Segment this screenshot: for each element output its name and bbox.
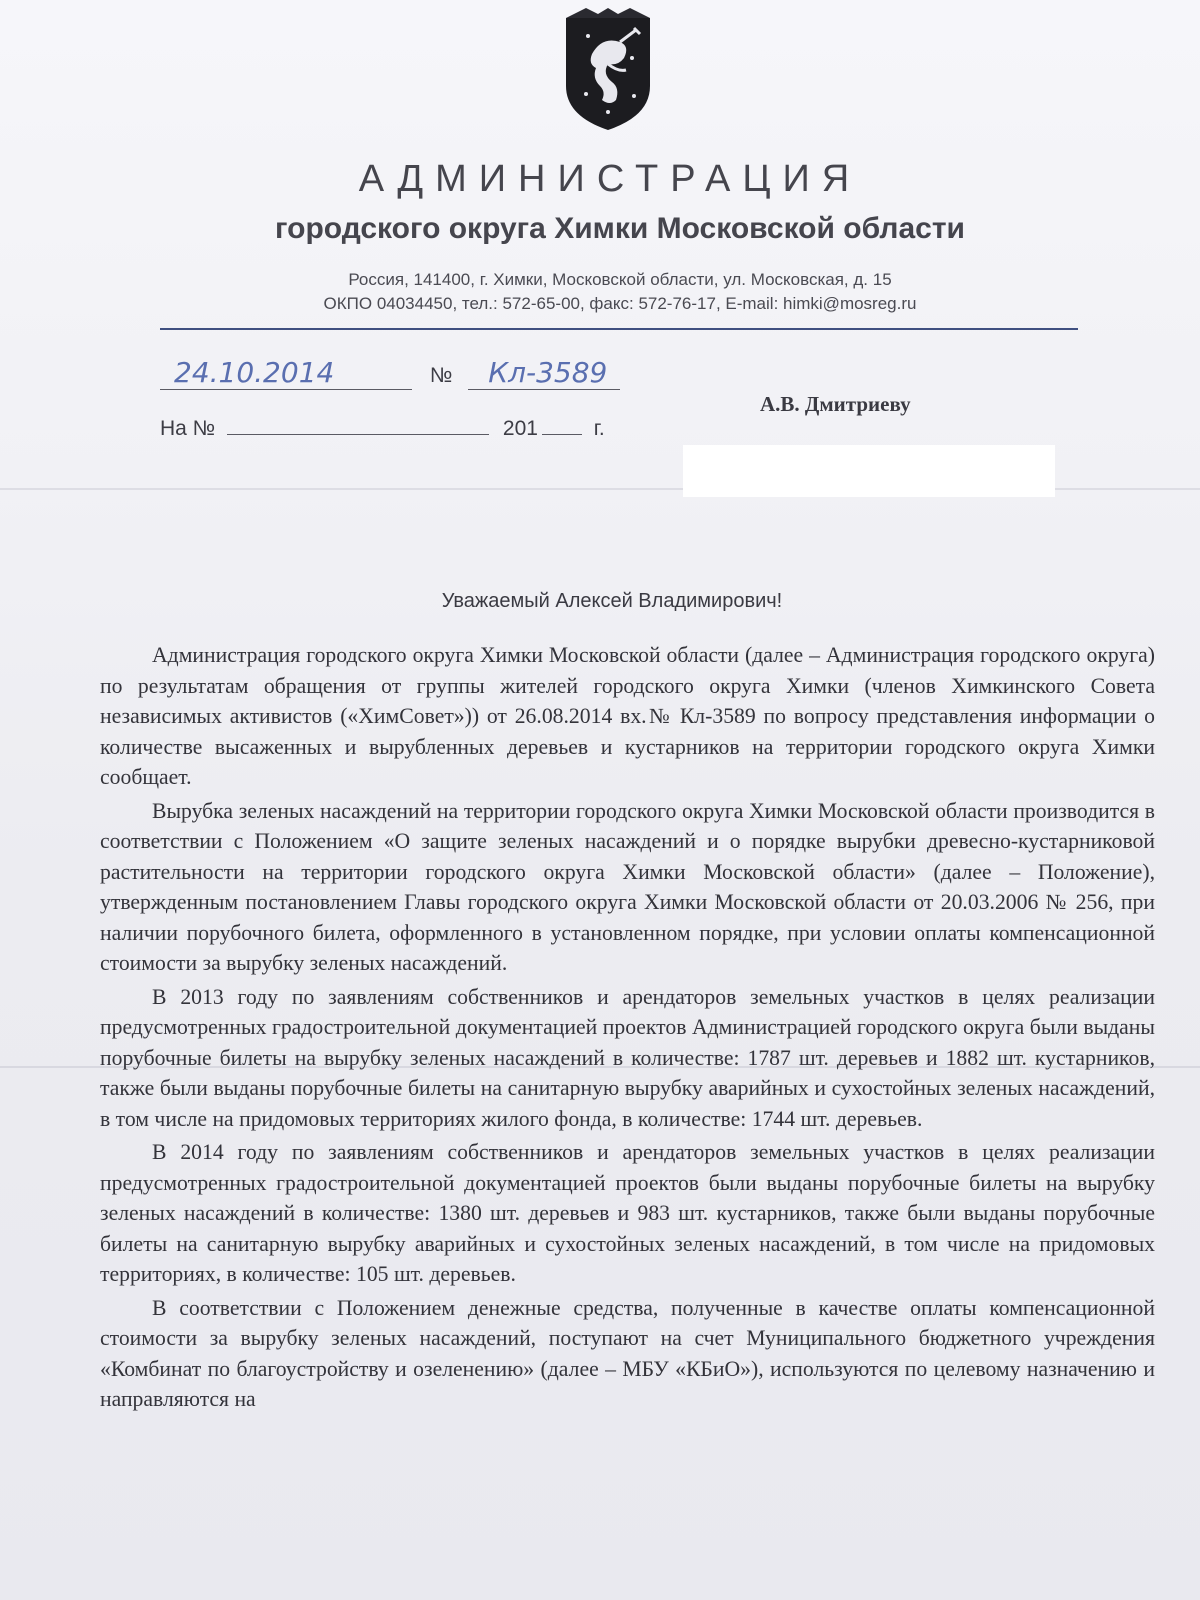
registration-number-label: № — [429, 364, 453, 387]
addressee-name: А.В. Дмитриеву — [760, 392, 911, 416]
reply-number-field — [227, 412, 489, 435]
reply-year-field — [542, 412, 582, 435]
reply-reference-row — [160, 412, 605, 441]
registration-number-field — [468, 356, 620, 390]
org-title: АДМИНИСТРАЦИЯ — [358, 158, 862, 200]
registration-number: Кл-3589 — [488, 356, 608, 389]
letter-body — [100, 640, 1155, 1418]
org-address: Россия, 141400, г. Химки, Московской области, ул. Московская, д. 15 — [348, 270, 892, 289]
registration-date-row — [160, 356, 620, 390]
body-paragraph: В 2013 году по заявлениям собственников и арендаторов земельных участков в целях реализации предусмотренных градостроительной документацией проектов Администрацией городского округа были выданы порубочные билеты на вырубку зеленых насаждений в количестве: 1787 шт. деревьев и 1882 шт. кустарников, также были выданы порубочные билеты на санитарную вырубку аварийных и сухостойных зеленых насаждений, в том числе на придомовых территориях жилого фонда, в количестве: 1744 шт. деревьев. — [100, 984, 1155, 1131]
letterhead-divider — [160, 328, 1078, 330]
reply-year-prefix: 201 — [502, 417, 538, 440]
body-paragraph: В соответствии с Положением денежные средства, полученные в качестве оплаты компенсационной стоимости за вырубку зеленых насаждений, поступают на счет Муниципального бюджетного учреждения «Комбинат по благоустройству и озеленению» (далее – МБУ «КБиО»), используются по целевому назначению и направляются на — [100, 1295, 1155, 1411]
reply-year-suffix: г. — [593, 417, 605, 440]
greeting: Уважаемый Алексей Владимирович! — [441, 590, 783, 612]
body-paragraph: В 2014 году по заявлениям собственников и арендаторов земельных участков в целях реализации предусмотренных градостроительной документацией проектов были выданы порубочные билеты на вырубку зеленых насаждений в количестве: 1380 шт. деревьев и 983 шт. кустарников, также были выданы порубочные билеты на санитарную вырубку аварийных и сухостойных зеленых насаждений, в том числе на придомовых территориях, в количестве: 105 шт. деревьев. — [100, 1140, 1155, 1286]
body-paragraph: Администрация городского округа Химки Московской области (далее – Администрация городского округа) по результатам обращения от группы жителей городского округа Химки (членов Химкинского Совета независимых активистов («ХимСовет»)) от 26.08.2014 вх.№ Кл-3589 по вопросу представления информации о количестве высаженных и вырубленных деревьев и кустарников на территории городского округа Химки сообщает. — [100, 643, 1155, 789]
khimki-coat-of-arms-icon — [562, 8, 654, 132]
reply-number-label: На № — [160, 417, 216, 440]
org-subtitle: городского округа Химки Московской области — [275, 212, 965, 245]
body-paragraph: Вырубка зеленых насаждений на территории городского округа Химки Московской области производится в соответствии с Положением «О защите зеленых насаждений и о порядке вырубки древесно-кустарниковой растительности на территории городского округа Химки Московской области» (далее – Положение), утвержденным постановлением Главы городского округа Химки Московской области от 20.03.2006 № 256, при наличии порубочного билета, оформленного в установленном порядке, при условии оплаты компенсационной стоимости за вырубку зеленых насаждений. — [100, 798, 1155, 975]
registration-date-field — [160, 356, 412, 390]
registration-date: 24.10.2014 — [174, 356, 335, 389]
org-contacts: ОКПО 04034450, тел.: 572-65-00, факс: 572-76-17, E-mail: himki@mosreg.ru — [323, 294, 917, 313]
redacted-block — [683, 445, 1055, 497]
